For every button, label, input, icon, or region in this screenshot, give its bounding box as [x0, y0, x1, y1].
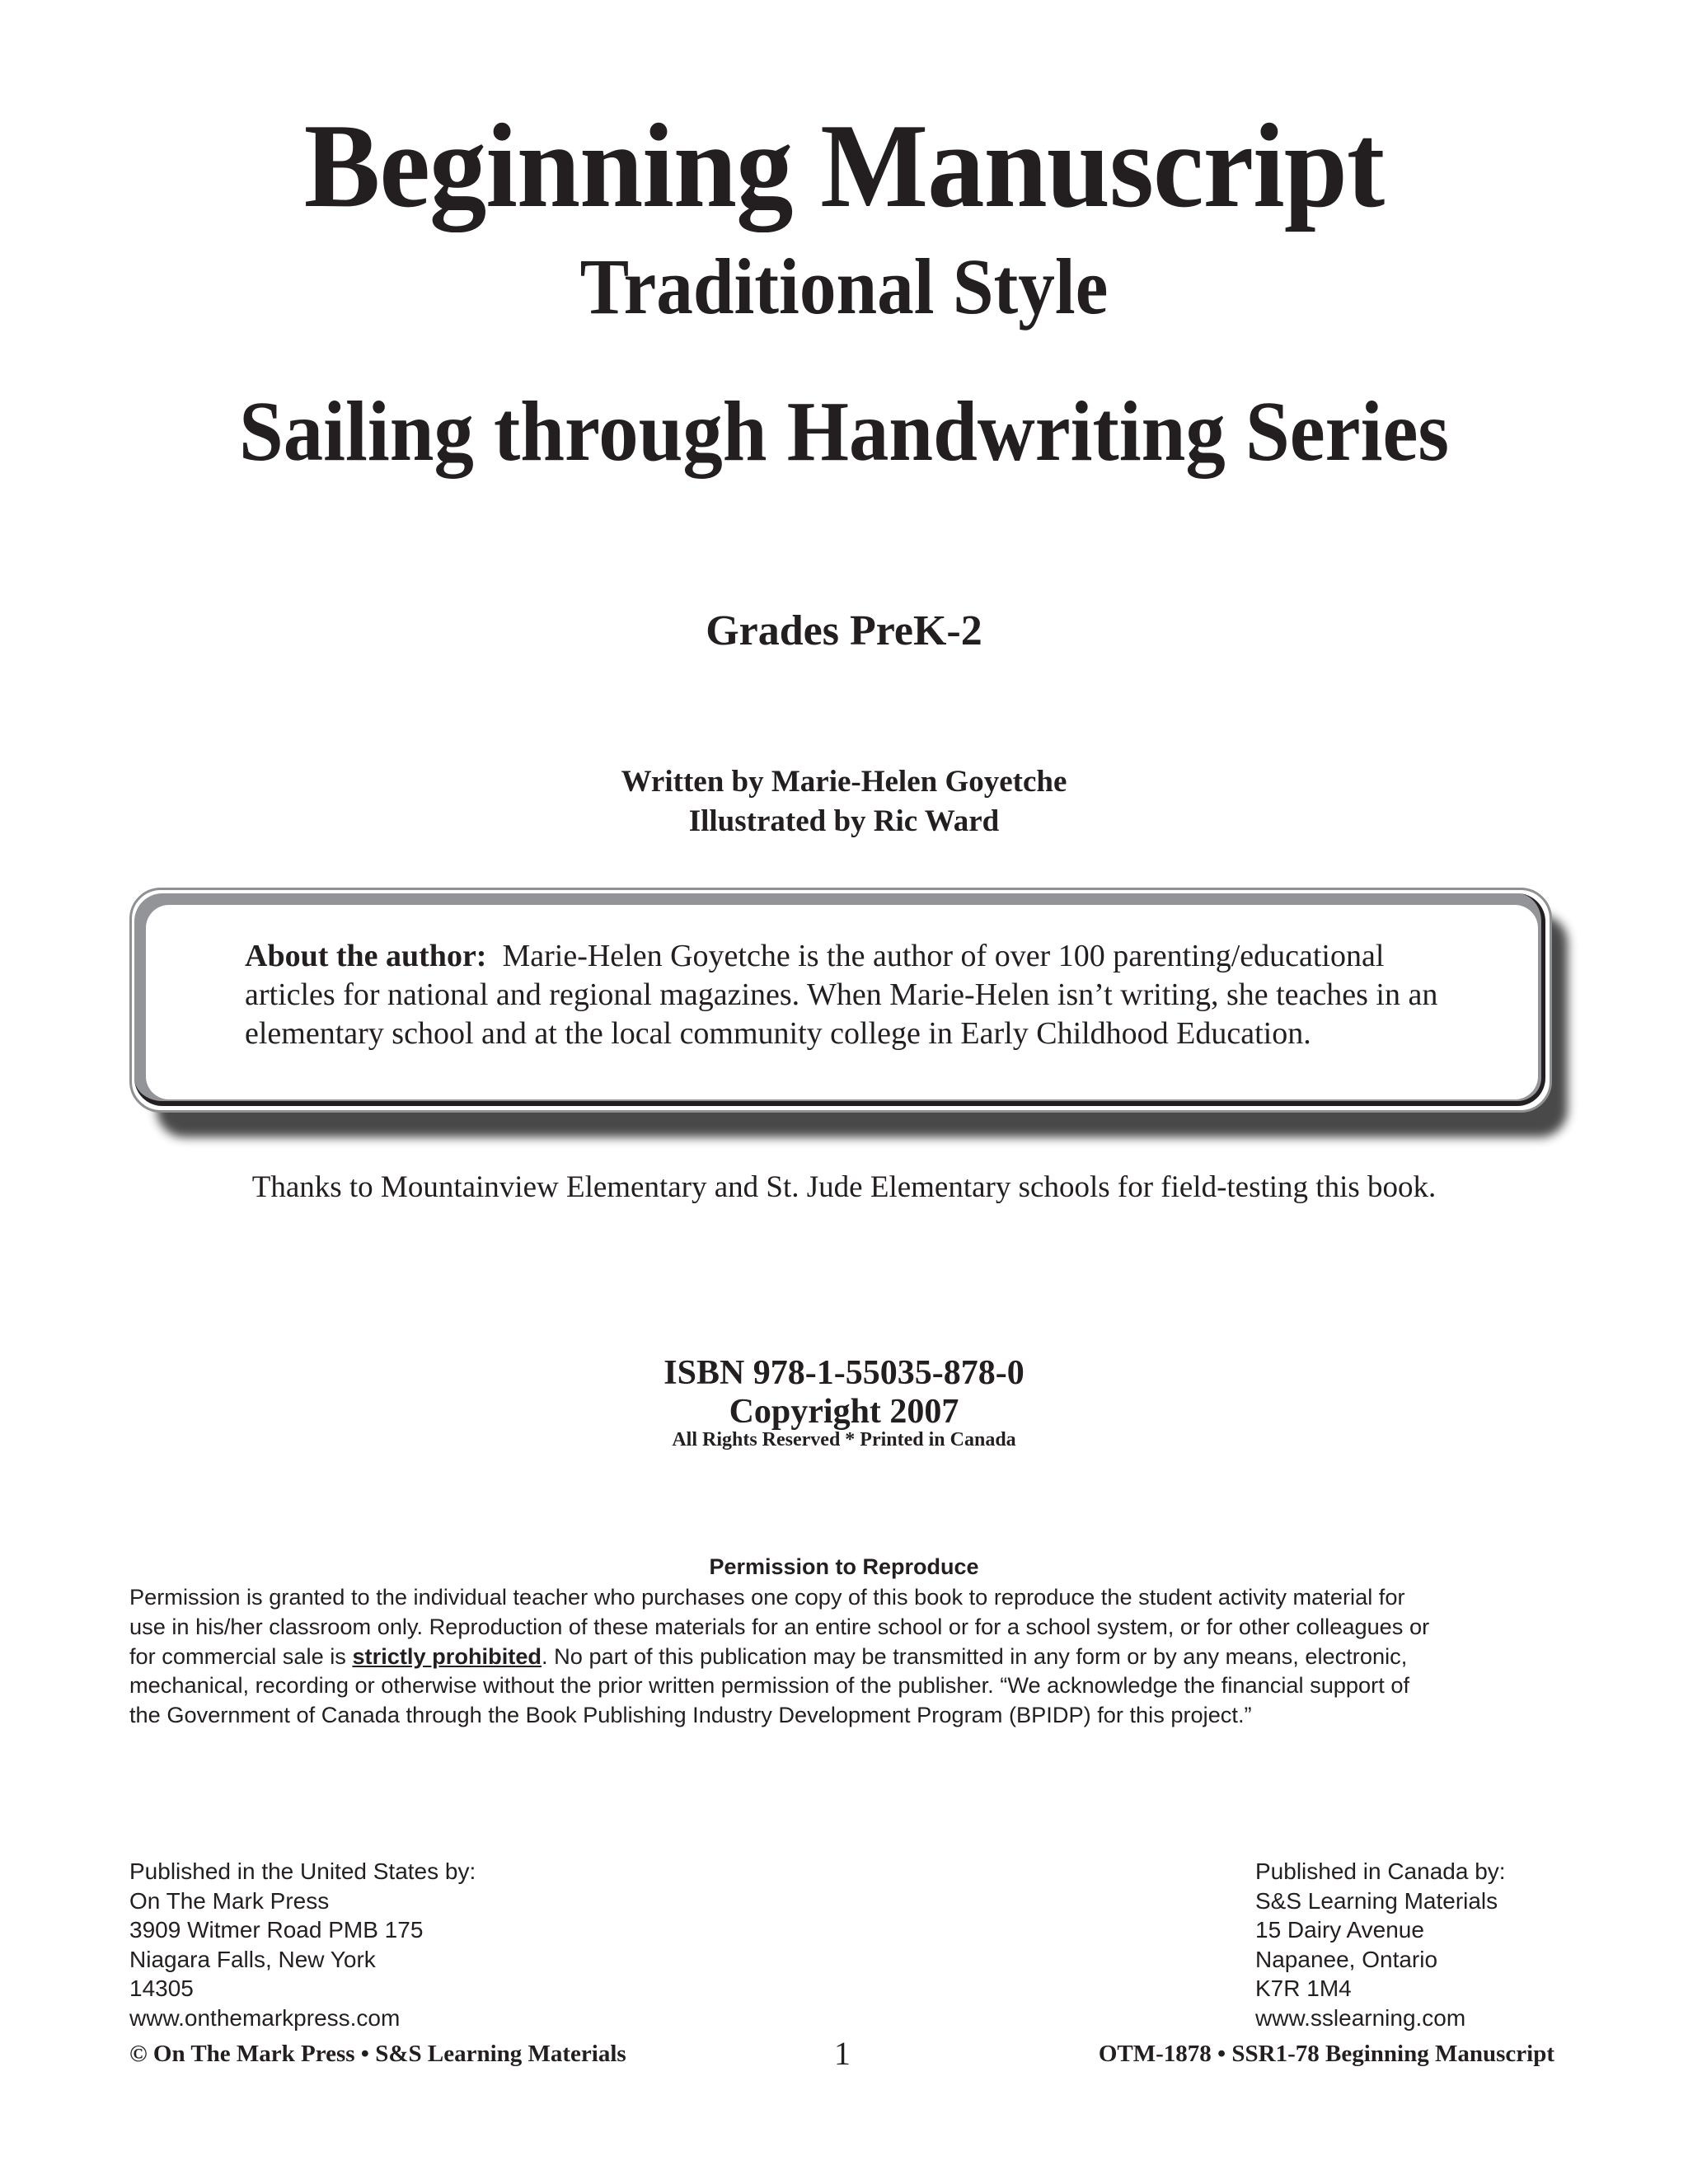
about-author-line-2: articles for national and regional magazines. When Marie-Helen isn’t writing, she teaches in an: [245, 977, 1438, 1012]
us-publisher-name: On The Mark Press: [129, 1887, 330, 1914]
about-author-label: About the author:: [245, 939, 487, 973]
canada-publisher-address: [1255, 1857, 1506, 2033]
us-publisher-heading: Published in the United States by:: [129, 1858, 476, 1884]
about-author-line-1: Marie-Helen Goyetche is the author of over 100 parenting/educational: [502, 939, 1385, 973]
acknowledgement-text: Thanks to Mountainview Elementary and St. Jude Elementary schools for field-testing this book.: [251, 1170, 1437, 1204]
us-publisher-city: Niagara Falls, New York: [129, 1946, 376, 1972]
grade-level: Grades PreK-2: [706, 607, 982, 654]
permission-line: [129, 1642, 1547, 1671]
copyright: Copyright 2007: [729, 1393, 959, 1431]
about-author-text: [245, 937, 1481, 1053]
book-subtitle: Traditional Style: [579, 242, 1109, 330]
permission-line: use in his/her classroom only. Reproduction of these materials for an entire school or for a school system, or for other colleagues or: [129, 1613, 1430, 1639]
permission-body: [129, 1582, 1547, 1730]
us-publisher-street: 3909 Witmer Road PMB 175: [129, 1917, 424, 1943]
series-title: Sailing through Handwriting Series: [238, 384, 1450, 479]
page-number: 1: [834, 2035, 851, 2072]
canada-publisher-postal-code: K7R 1M4: [1255, 1975, 1352, 2002]
permission-line: mechanical, recording or otherwise without the prior written permission of the publisher. “We acknowledge the financial support of: [129, 1672, 1410, 1699]
us-publisher-address: [129, 1857, 476, 2033]
us-publisher-zip: 14305: [129, 1975, 194, 2002]
permission-text: . No part of this publication may be transmitted in any form or by any means, electronic,: [542, 1643, 1408, 1669]
rights-notice: All Rights Reserved * Printed in Canada: [672, 1429, 1016, 1451]
canada-publisher-website: www.sslearning.com: [1255, 2004, 1466, 2031]
canada-publisher-street: 15 Dairy Avenue: [1255, 1917, 1424, 1943]
isbn: ISBN 978-1-55035-878-0: [663, 1354, 1025, 1392]
canada-publisher-heading: Published in Canada by:: [1255, 1858, 1506, 1884]
illustrator-credit: Illustrated by Ric Ward: [688, 804, 1000, 838]
permission-text: for commercial sale is: [129, 1643, 353, 1669]
us-publisher-website: www.onthemarkpress.com: [129, 2004, 401, 2031]
author-credit: Written by Marie-Helen Goyetche: [621, 765, 1067, 799]
canada-publisher-name: S&S Learning Materials: [1255, 1887, 1498, 1914]
strictly-prohibited-emphasis: strictly prohibited: [352, 1643, 542, 1669]
footer-product-code: OTM-1878 • SSR1-78 Beginning Manuscript: [1098, 2041, 1554, 2067]
footer-publisher-credit: © On The Mark Press • S&S Learning Materials: [129, 2041, 626, 2067]
about-author-line-3: elementary school and at the local community college in Early Childhood Education.: [245, 1016, 1311, 1051]
canada-publisher-city: Napanee, Ontario: [1255, 1946, 1438, 1972]
permission-line: the Government of Canada through the Book Publishing Industry Development Program (BPIDP) for this project.”: [129, 1702, 1252, 1728]
permission-line: Permission is granted to the individual teacher who purchases one copy of this book to reproduce the student activity material for: [129, 1584, 1405, 1610]
permission-heading: Permission to Reproduce: [709, 1554, 979, 1579]
book-title: Beginning Manuscript: [303, 99, 1385, 232]
about-author-line: [245, 937, 1481, 976]
